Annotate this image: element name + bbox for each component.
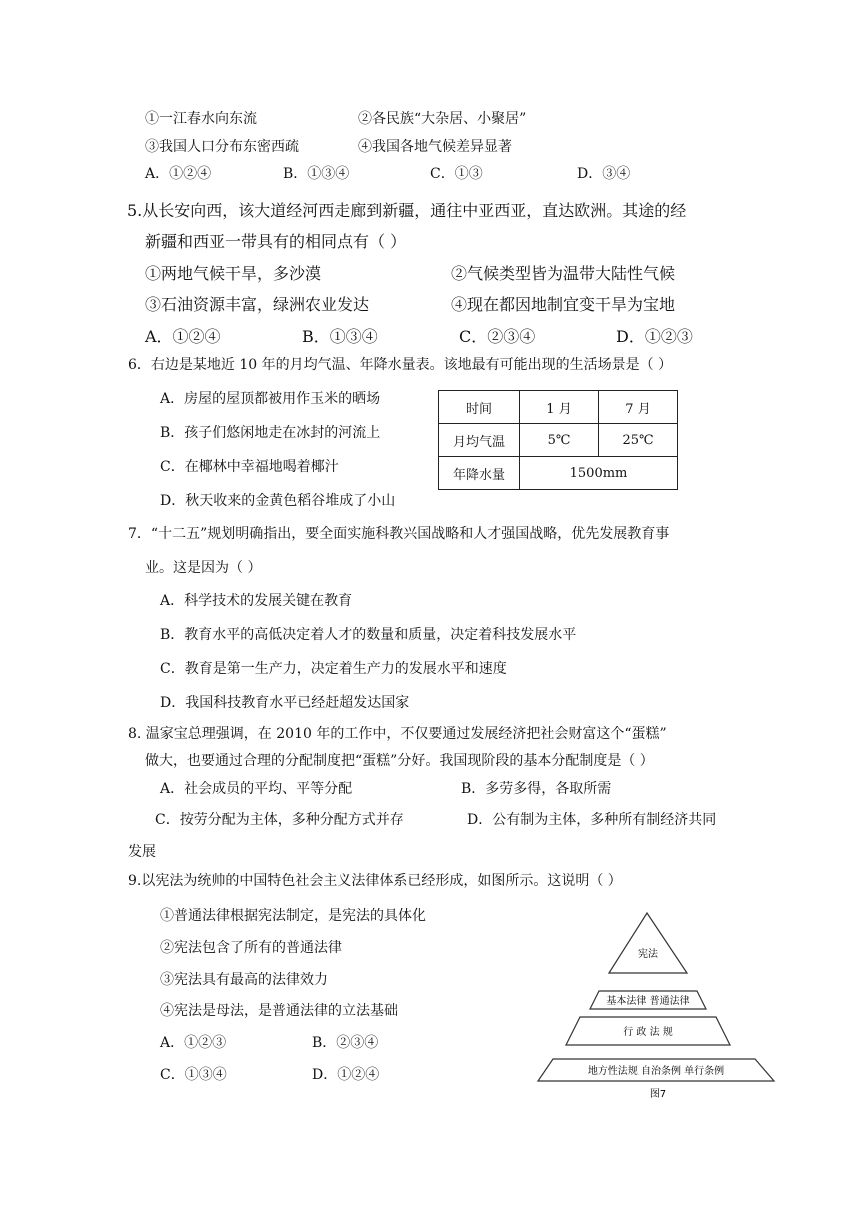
table-row-label-temp: 月均气温 [439, 424, 520, 457]
q4-choice-b: B．①③④ [283, 166, 350, 182]
q9-choice-c: C．①③④ [160, 1067, 227, 1083]
q6-choice-c: C．在椰林中幸福地喝着椰汁 [160, 459, 339, 475]
q5-option-1: ①两地气候干旱，多沙漠 [145, 264, 322, 283]
climate-table [438, 390, 678, 490]
q9-choice-b: B．②③④ [312, 1035, 379, 1051]
pyramid-label-admin-regulations: 行 政 法 规 [623, 1027, 673, 1038]
q6-choice-d: D．秋天收来的金黄色稻谷堆成了小山 [160, 493, 396, 509]
q5-choice-d: D．①②③ [616, 327, 693, 346]
q8-stem-line2: 做大，也要通过合理的分配制度把“蛋糕”分好。我国现阶段的基本分配制度是（ ） [145, 753, 654, 769]
q6-choice-a: A．房屋的屋顶都被用作玉米的晒场 [160, 391, 381, 407]
q4-option-2: ②各民族“大杂居、小聚居” [358, 111, 527, 127]
q8-choice-b: B．多劳多得，各取所需 [461, 781, 612, 797]
q7-choice-b: B．教育水平的高低决定着人才的数量和质量，决定着科技发展水平 [160, 627, 577, 643]
q6-stem: 6．右边是某地近 10 年的月均气温、年降水量表。该地最有可能出现的生活场景是（ ） [128, 357, 673, 373]
q7-choice-d: D．我国科技教育水平已经赶超发达国家 [160, 695, 410, 711]
q9-option-4: ④宪法是母法，是普通法律的立法基础 [160, 1003, 398, 1019]
q5-choice-c: C．②③④ [459, 327, 536, 346]
q5-stem-line2: 新疆和西亚一带具有的相同点有（ ） [145, 232, 407, 251]
q4-option-3: ③我国人口分布东密西疏 [145, 139, 299, 155]
table-row-label-rain: 年降水量 [439, 457, 520, 490]
q4-choice-a: A．①②④ [145, 166, 212, 182]
q4-option-1: ①一江春水向东流 [145, 111, 257, 127]
q4-option-4: ④我国各地气候差异显著 [358, 139, 512, 155]
pyramid-label-basic-laws: 基本法律 普通法律 [606, 996, 690, 1007]
q6-choice-b: B．孩子们悠闲地走在冰封的河流上 [160, 425, 381, 441]
pyramid-tier-constitution [609, 913, 687, 973]
figure-caption: 图7 [649, 1089, 667, 1100]
q9-option-1: ①普通法律根据宪法制定，是宪法的具体化 [160, 908, 426, 924]
q7-stem-line1: 7．“十二五”规划明确指出，要全面实施科教兴国战略和人才强国战略，优先发展教育事 [128, 526, 670, 542]
pyramid-label-local-regulations: 地方性法规 自治条例 单行条例 [587, 1066, 725, 1077]
q9-choice-a: A．①②③ [160, 1035, 227, 1051]
q5-choice-a: A．①②④ [145, 327, 221, 346]
q7-choice-a: A．科学技术的发展关键在教育 [160, 593, 353, 609]
table-header-time: 时间 [439, 391, 520, 424]
q4-choice-d: D．③④ [577, 166, 631, 182]
q8-choice-d-cont: 发展 [128, 844, 156, 860]
q8-choice-a: A．社会成员的平均、平等分配 [160, 781, 353, 797]
q5-stem-line1: 5.从长安向西，该大道经河西走廊到新疆，通往中亚西亚，直达欧洲。其途的经 [127, 201, 687, 220]
q9-choice-d: D．①②④ [312, 1067, 380, 1083]
table-header-jan: 1 月 [520, 391, 599, 424]
q8-stem-line1: 8. 温家宝总理强调，在 2010 年的工作中，不仅要通过发展经济把社会财富这个“蛋糕” [128, 726, 667, 742]
table-cell-rain: 1500mm [520, 457, 678, 490]
q5-option-4: ④现在都因地制宜变干旱为宝地 [451, 295, 676, 314]
table-header-jul: 7 月 [599, 391, 678, 424]
q4-choice-c: C．①③ [430, 166, 483, 182]
q9-option-2: ②宪法包含了所有的普通法律 [160, 940, 342, 956]
q7-choice-c: C．教育是第一生产力，决定着生产力的发展水平和速度 [160, 661, 507, 677]
pyramid-label-constitution: 宪法 [638, 949, 658, 960]
q5-option-3: ③石油资源丰富，绿洲农业发达 [145, 295, 370, 314]
q5-option-2: ②气候类型皆为温带大陆性气候 [451, 264, 676, 283]
q7-stem-line2: 业。这是因为（ ） [145, 560, 262, 576]
q8-choice-d: D．公有制为主体，多种所有制经济共同 [467, 812, 717, 828]
table-cell-jul-temp: 25℃ [599, 424, 678, 457]
q5-choice-b: B．①③④ [302, 327, 378, 346]
table-cell-jan-temp: 5℃ [520, 424, 599, 457]
q8-choice-c: C．按劳分配为主体，多种分配方式并存 [155, 812, 404, 828]
q9-stem: 9.以宪法为统帅的中国特色社会主义法律体系已经形成，如图所示。这说明（ ） [128, 873, 622, 889]
q9-option-3: ③宪法具有最高的法律效力 [160, 972, 328, 988]
law-pyramid-figure [536, 908, 790, 1104]
